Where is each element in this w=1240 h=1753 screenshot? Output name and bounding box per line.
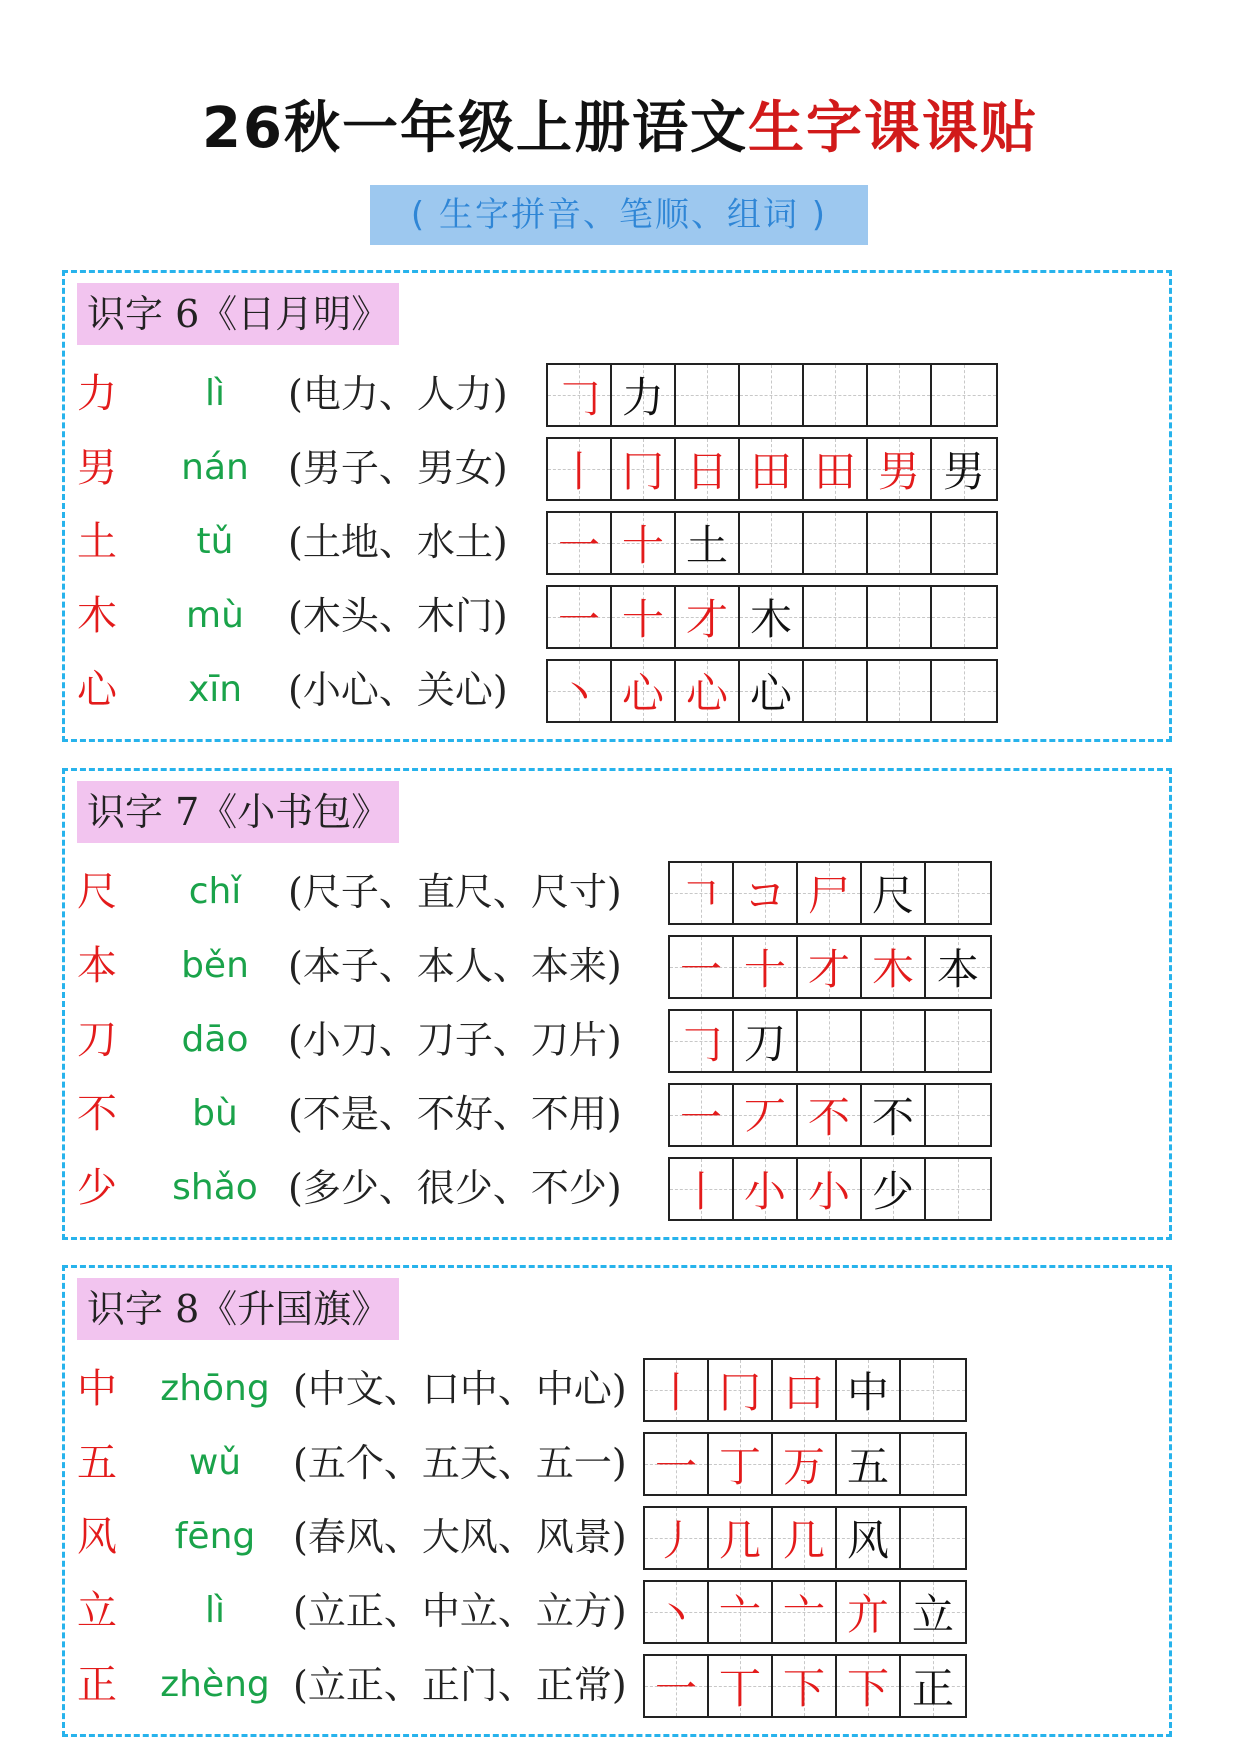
grid-cell [804,439,868,499]
stroke-step: 𠃍 [679,871,722,920]
character: 心 [77,667,117,713]
pinyin: tǔ [196,521,234,562]
stroke-step: 木 [749,595,792,644]
stroke-step: 下 [782,1664,825,1713]
character-row [65,931,1165,1001]
grid-cell [932,513,996,573]
stroke-step: 心 [685,669,728,718]
stroke-step: 几 [782,1516,825,1565]
grid-cell [926,1085,990,1145]
character: 本 [77,943,117,989]
stroke-step: 丨 [679,1167,722,1216]
stroke-step: 丿 [654,1516,697,1565]
grid-cell [645,1434,709,1494]
lesson-section [62,768,1172,1240]
character: 力 [77,371,117,417]
pinyin: zhèng [160,1664,270,1705]
stroke-step: 心 [621,669,664,718]
grid-cell [548,513,612,573]
character-row [65,1153,1165,1223]
character: 男 [77,445,117,491]
grid-cell [932,661,996,721]
grid-cell [670,1011,734,1071]
stroke-step: 丆 [743,1093,786,1142]
character-row [65,1005,1165,1075]
title-main: 26秋一年级上册语文 [202,96,748,161]
section-title: 识字 8《升国旗》 [77,1278,399,1340]
word-examples: (立正、中立、立方) [293,1589,627,1633]
grid-cell [734,937,798,997]
grid-cell [734,1159,798,1219]
grid-cell [932,587,996,647]
stroke-order-grid [668,1083,992,1147]
stroke-order-grid [546,659,998,723]
grid-cell [740,439,804,499]
stroke-step: 亠 [718,1590,761,1639]
stroke-step: 风 [846,1516,889,1565]
word-examples: (多少、很少、不少) [288,1166,622,1210]
grid-cell [862,1011,926,1071]
character-row [65,433,1165,503]
grid-cell [798,863,862,923]
pinyin: xīn [187,669,243,710]
grid-cell [709,1656,773,1716]
stroke-order-grid [546,511,998,575]
stroke-step: 正 [911,1664,954,1713]
grid-cell [926,1011,990,1071]
grid-cell [926,937,990,997]
character: 不 [77,1091,117,1137]
stroke-step: 刀 [743,1019,786,1068]
stroke-step: 中 [846,1368,889,1417]
grid-cell [709,1360,773,1420]
word-examples: (五个、五天、五一) [293,1441,627,1485]
grid-cell [548,587,612,647]
stroke-step: 丶 [557,669,600,718]
grid-cell [740,513,804,573]
character-row [65,507,1165,577]
pinyin: dāo [181,1019,249,1060]
grid-cell [798,937,862,997]
grid-cell [804,513,868,573]
word-examples: (小心、关心) [288,668,508,712]
word-examples: (不是、不好、不用) [288,1092,622,1136]
pinyin: mù [186,595,244,636]
stroke-step: 一 [679,945,722,994]
grid-cell [926,863,990,923]
grid-cell [612,365,676,425]
word-examples: (男子、男女) [288,446,508,490]
stroke-step: 下 [846,1664,889,1713]
character: 正 [77,1662,117,1708]
word-examples: (本子、本人、本来) [288,944,622,988]
grid-cell [901,1360,965,1420]
character: 尺 [77,869,117,915]
grid-cell [676,365,740,425]
grid-cell [740,661,804,721]
stroke-step: 万 [782,1442,825,1491]
stroke-step: 尺 [871,871,914,920]
stroke-order-grid [643,1432,967,1496]
grid-cell [612,513,676,573]
stroke-step: 丨 [654,1368,697,1417]
stroke-step: 丨 [557,447,600,496]
stroke-order-grid [668,935,992,999]
character-row [65,359,1165,429]
character-row [65,1650,1165,1720]
grid-cell [798,1159,862,1219]
title-highlight: 生字课课贴 [747,96,1038,161]
stroke-step: 几 [718,1516,761,1565]
grid-cell [868,661,932,721]
pinyin: shǎo [172,1167,258,1208]
pinyin: nán [181,447,249,488]
stroke-step: 力 [621,373,664,422]
grid-cell [773,1434,837,1494]
grid-cell [804,365,868,425]
grid-cell [868,365,932,425]
grid-cell [676,513,740,573]
grid-cell [932,439,996,499]
stroke-step: 一 [557,595,600,644]
grid-cell [862,1085,926,1145]
character: 土 [77,519,117,565]
stroke-step: 丅 [718,1664,761,1713]
grid-cell [868,439,932,499]
grid-cell [670,863,734,923]
grid-cell [901,1508,965,1568]
stroke-step: 𠃌 [679,1019,722,1068]
character: 立 [77,1588,117,1634]
grid-cell [548,439,612,499]
grid-cell [740,365,804,425]
grid-cell [932,365,996,425]
grid-cell [862,1159,926,1219]
grid-cell [734,1011,798,1071]
pinyin: zhōng [160,1368,270,1409]
stroke-step: 𠃌 [557,373,600,422]
section-title: 识字 7《小书包》 [77,781,399,843]
stroke-step: 尸 [807,871,850,920]
grid-cell [734,863,798,923]
word-examples: (尺子、直尺、尺寸) [288,870,622,914]
stroke-order-grid [643,1580,967,1644]
grid-cell [740,587,804,647]
stroke-step: 少 [871,1167,914,1216]
stroke-step: 一 [557,521,600,570]
stroke-step: 不 [871,1093,914,1142]
lesson-section [62,1265,1172,1737]
stroke-step: 一 [679,1093,722,1142]
grid-cell [734,1085,798,1145]
word-examples: (立正、正门、正常) [293,1663,627,1707]
character: 五 [77,1440,117,1486]
character-row [65,1576,1165,1646]
grid-cell [862,937,926,997]
stroke-step: 冂 [718,1368,761,1417]
character-row [65,1428,1165,1498]
stroke-order-grid [546,363,998,427]
grid-cell [901,1656,965,1716]
stroke-order-grid [668,861,992,925]
stroke-order-grid [643,1654,967,1718]
stroke-step: 立 [911,1590,954,1639]
character-row [65,655,1165,725]
character: 少 [77,1165,117,1211]
stroke-step: コ [743,871,786,920]
stroke-step: 五 [846,1442,889,1491]
character: 风 [77,1514,117,1560]
stroke-step: 不 [807,1093,850,1142]
stroke-order-grid [643,1506,967,1570]
grid-cell [676,661,740,721]
character-row [65,857,1165,927]
pinyin: wǔ [188,1442,242,1483]
grid-cell [773,1360,837,1420]
stroke-step: 木 [871,945,914,994]
grid-cell [837,1508,901,1568]
character: 木 [77,593,117,639]
grid-cell [548,365,612,425]
grid-cell [670,937,734,997]
stroke-order-grid [668,1157,992,1221]
grid-cell [773,1508,837,1568]
grid-cell [645,1582,709,1642]
stroke-step: 十 [621,521,664,570]
stroke-order-grid [546,437,998,501]
stroke-step: 本 [936,945,979,994]
stroke-step: 亠 [782,1590,825,1639]
grid-cell [612,661,676,721]
stroke-step: 田 [813,447,856,496]
section-title: 识字 6《日月明》 [77,283,399,345]
grid-cell [670,1159,734,1219]
grid-cell [837,1582,901,1642]
stroke-step: 小 [807,1167,850,1216]
stroke-step: 口 [782,1368,825,1417]
stroke-step: 日 [685,447,728,496]
character: 中 [77,1366,117,1412]
grid-cell [645,1508,709,1568]
grid-cell [773,1656,837,1716]
grid-cell [709,1582,773,1642]
grid-cell [612,439,676,499]
grid-cell [901,1434,965,1494]
grid-cell [773,1582,837,1642]
grid-cell [868,513,932,573]
word-examples: (木头、木门) [288,594,508,638]
pinyin: fēng [174,1516,256,1557]
stroke-step: 男 [877,447,920,496]
grid-cell [901,1582,965,1642]
grid-cell [804,661,868,721]
word-examples: (中文、口中、中心) [293,1367,627,1411]
word-examples: (春风、大风、风景) [293,1515,627,1559]
lesson-section [62,270,1172,742]
grid-cell [798,1011,862,1071]
page-title [0,84,1240,164]
grid-cell [548,661,612,721]
stroke-step: 土 [685,521,728,570]
grid-cell [670,1085,734,1145]
grid-cell [709,1508,773,1568]
grid-cell [862,863,926,923]
grid-cell [645,1360,709,1420]
pinyin: běn [181,945,249,986]
stroke-step: 一 [654,1664,697,1713]
grid-cell [837,1360,901,1420]
grid-cell [676,587,740,647]
character-row [65,1354,1165,1424]
grid-cell [612,587,676,647]
pinyin: chǐ [188,871,242,912]
word-examples: (土地、水土) [288,520,508,564]
stroke-step: 丶 [654,1590,697,1639]
pinyin: bù [192,1093,238,1134]
stroke-step: 十 [621,595,664,644]
stroke-order-grid [546,585,998,649]
pinyin: lì [204,1590,225,1631]
character-row [65,1502,1165,1572]
stroke-step: 男 [942,447,985,496]
pinyin: lì [204,373,225,414]
stroke-step: 才 [807,945,850,994]
page-subtitle: ( 生字拼音、笔顺、组词 ) [370,185,868,245]
grid-cell [676,439,740,499]
grid-cell [804,587,868,647]
stroke-step: 田 [749,447,792,496]
grid-cell [709,1434,773,1494]
grid-cell [837,1656,901,1716]
grid-cell [798,1085,862,1145]
stroke-step: 小 [743,1167,786,1216]
stroke-step: 丁 [718,1442,761,1491]
stroke-order-grid [668,1009,992,1073]
word-examples: (电力、人力) [288,372,508,416]
word-examples: (小刀、刀子、刀片) [288,1018,622,1062]
grid-cell [868,587,932,647]
character-row [65,1079,1165,1149]
stroke-step: 心 [749,669,792,718]
stroke-step: 才 [685,595,728,644]
stroke-step: 一 [654,1442,697,1491]
stroke-step: 十 [743,945,786,994]
grid-cell [926,1159,990,1219]
stroke-order-grid [643,1358,967,1422]
grid-cell [837,1434,901,1494]
character: 刀 [77,1017,117,1063]
grid-cell [645,1656,709,1716]
stroke-step: 亣 [846,1590,889,1639]
character-row [65,581,1165,651]
stroke-step: 冂 [621,447,664,496]
